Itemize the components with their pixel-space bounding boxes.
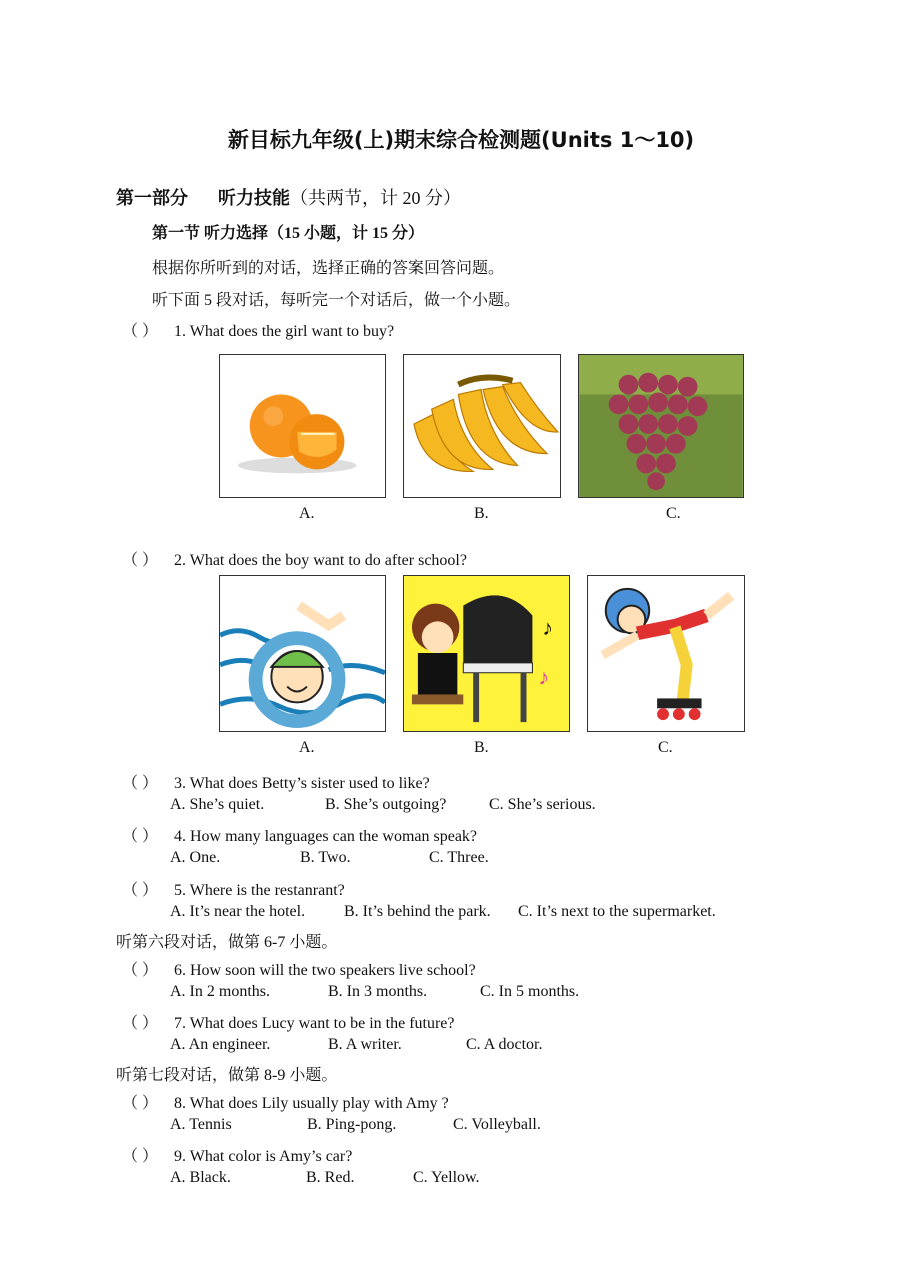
answer-blank[interactable]: （ ） (122, 552, 159, 569)
question-text: 5. Where is the restanrant? (174, 882, 345, 899)
option-c[interactable]: C. Three. (429, 849, 489, 866)
options-row (0, 1116, 922, 1136)
options-row (0, 796, 922, 816)
question-5 (122, 877, 345, 900)
options-row (0, 983, 922, 1003)
option-c[interactable]: C. Yellow. (413, 1169, 480, 1186)
image-label-c: C. (666, 505, 681, 522)
answer-blank[interactable]: （ ） (122, 775, 159, 792)
oranges-image (219, 354, 386, 498)
option-c[interactable]: C. Volleyball. (453, 1116, 541, 1133)
answer-blank[interactable]: （ ） (122, 828, 159, 845)
option-a[interactable]: A. Tennis (170, 1116, 232, 1133)
part-label: 第一部分 (116, 188, 188, 209)
image-label-b: B. (474, 739, 489, 756)
part-name: 听力技能 (218, 188, 290, 209)
image-label-a: A. (299, 739, 315, 756)
option-c[interactable]: C. In 5 months. (480, 983, 580, 1000)
swimming-image (219, 575, 386, 732)
instruction-2: 听下面 5 段对话，每听完一个对话后，做一个小题。 (152, 292, 521, 309)
section-heading: 第一节 听力选择（15 小题，计 15 分） (152, 225, 425, 242)
question-text: 2. What does the boy want to do after school? (174, 552, 467, 569)
question-text: 6. How soon will the two speakers live school? (174, 962, 476, 979)
option-c[interactable]: C. It’s next to the supermarket. (518, 903, 716, 920)
options-row (0, 903, 922, 923)
dialog-7-note: 听第七段对话，做第 8-9 小题。 (116, 1067, 338, 1084)
option-b[interactable]: B. Two. (300, 849, 351, 866)
question-text: 8. What does Lily usually play with Amy ? (174, 1095, 449, 1112)
options-row (0, 1169, 922, 1189)
answer-blank[interactable]: （ ） (122, 1095, 159, 1112)
svg-text:♪: ♪ (542, 616, 554, 641)
dialog-6-note: 听第六段对话，做第 6-7 小题。 (116, 934, 338, 951)
part-note: （共两节，计 20 分） (290, 188, 461, 208)
option-a[interactable]: A. In 2 months. (170, 983, 270, 1000)
question-text: 7. What does Lucy want to be in the future? (174, 1015, 455, 1032)
question-text: 9. What color is Amy’s car? (174, 1148, 353, 1165)
question-2 (122, 547, 467, 570)
option-b[interactable]: B. Ping-pong. (307, 1116, 397, 1133)
image-label-c: C. (658, 739, 673, 756)
question-text: 4. How many languages can the woman speak? (174, 828, 478, 845)
bananas-image (403, 354, 561, 498)
instruction-1: 根据你所听到的对话，选择正确的答案回答问题。 (152, 260, 505, 277)
grapes-image (578, 354, 744, 498)
option-a[interactable]: A. An engineer. (170, 1036, 271, 1053)
answer-blank[interactable]: （ ） (122, 323, 159, 340)
question-8 (122, 1090, 449, 1113)
question-7 (122, 1010, 455, 1033)
option-b[interactable]: B. She’s outgoing? (325, 796, 447, 813)
question-9 (122, 1143, 352, 1166)
answer-blank[interactable]: （ ） (122, 962, 159, 979)
piano-image (403, 575, 570, 732)
svg-text:♪: ♪ (538, 665, 550, 690)
skating-image (587, 575, 745, 732)
image-label-a: A. (299, 505, 315, 522)
question-4 (122, 823, 477, 846)
answer-blank[interactable]: （ ） (122, 882, 159, 899)
question-text: 3. What does Betty’s sister used to like? (174, 775, 430, 792)
options-row (0, 849, 922, 869)
option-b[interactable]: B. It’s behind the park. (344, 903, 491, 920)
option-a[interactable]: A. She’s quiet. (170, 796, 265, 813)
question-1 (122, 318, 394, 341)
option-a[interactable]: A. It’s near the hotel. (170, 903, 306, 920)
part-heading (116, 184, 461, 210)
option-b[interactable]: B. In 3 months. (328, 983, 428, 1000)
option-b[interactable]: B. A writer. (328, 1036, 402, 1053)
question-text: 1. What does the girl want to buy? (174, 323, 395, 340)
options-row (0, 1036, 922, 1056)
question-6 (122, 957, 476, 980)
image-label-b: B. (474, 505, 489, 522)
page-title: 新目标九年级(上)期末综合检测题(Units 1～10) (227, 128, 695, 152)
answer-blank[interactable]: （ ） (122, 1015, 159, 1032)
option-c[interactable]: C. A doctor. (466, 1036, 543, 1053)
option-c[interactable]: C. She’s serious. (489, 796, 596, 813)
question-3 (122, 770, 430, 793)
answer-blank[interactable]: （ ） (122, 1148, 159, 1165)
option-a[interactable]: A. One. (170, 849, 221, 866)
option-b[interactable]: B. Red. (306, 1169, 355, 1186)
option-a[interactable]: A. Black. (170, 1169, 231, 1186)
